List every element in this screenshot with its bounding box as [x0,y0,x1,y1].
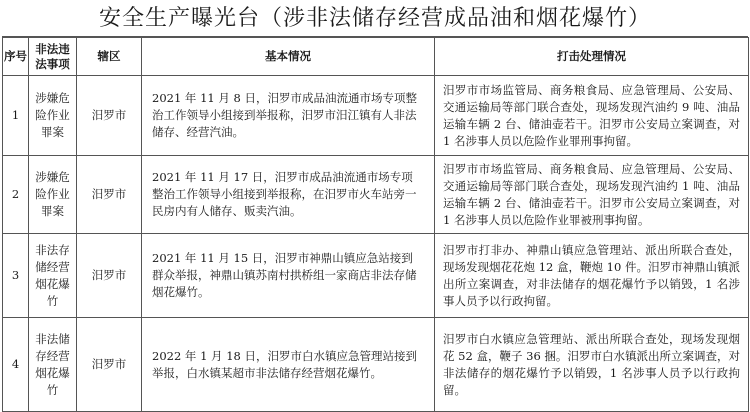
cell-region: 汨罗市 [77,318,142,412]
table-row [3,234,749,318]
cell-type: 非法存储经营烟花爆竹 [29,234,77,318]
cell-action: 汨罗市市场监管局、商务粮食局、应急管理局、公安局、交通运输局等部门联合查处，现场发现汽油约 9 吨、油品运输车辆 2 台、储油壶若干。汨罗市公安局立案调查，对 1 名涉事人员以危险作业罪刑事拘留。 [435,76,749,156]
cell-action: 汨罗市市场监管局、商务粮食局、应急管理局、公安局、交通运输局等部门联合查处，现场发现汽油约 1 吨、油品运输车辆 2 台、储油壶若干。汨罗市公安局立案调查，对 1 名涉事人员以危险作业罪被刑事拘留。 [435,156,749,234]
header-action: 打击处理情况 [435,38,749,76]
cell-region: 汨罗市 [77,156,142,234]
cases-table [2,37,749,412]
cell-action: 汨罗市白水镇应急管理站、派出所联合查处，现场发现烟花 52 盒，鞭子 36 捆。汨罗市白水镇派出所立案调查，对非法储存的烟花爆竹予以销毁，1 名涉事人员予以行政拘留。 [435,318,749,412]
cell-region: 汨罗市 [77,234,142,318]
cell-basic: 2022 年 1 月 18 日，汨罗市白水镇应急管理站接到举报，白水镇某超市非法储存经营烟花爆竹。 [142,318,435,412]
cell-basic: 2021 年 11 月 15 日，汨罗市神鼎山镇应急站接到群众举报，神鼎山镇苏南村拱桥组一家商店非法存储烟花爆竹。 [142,234,435,318]
cell-type: 涉嫌危险作业罪案 [29,76,77,156]
table-row [3,76,749,156]
page-title: 安全生产曝光台（涉非法储存经营成品油和烟花爆竹） [2,0,748,37]
cell-basic: 2021 年 11 月 17 日，汨罗市成品油流通市场专项整治工作领导小组接到举报称，在汨罗市火车站旁一民房内有人储存、贩卖汽油。 [142,156,435,234]
table-row [3,156,749,234]
cell-no: 2 [3,156,29,234]
cell-basic: 2021 年 11 月 8 日，汨罗市成品油流通市场专项整治工作领导小组接到举报称，汨罗市汨江镇有人非法储存、经营汽油。 [142,76,435,156]
cell-type: 非法储存经营烟花爆竹 [29,318,77,412]
header-region: 辖区 [77,38,142,76]
table-header-row [3,38,749,76]
cell-no: 4 [3,318,29,412]
cell-no: 1 [3,76,29,156]
table-row [3,318,749,412]
header-type: 非法违法事项 [29,38,77,76]
header-basic: 基本情况 [142,38,435,76]
cell-no: 3 [3,234,29,318]
cell-region: 汨罗市 [77,76,142,156]
header-no: 序号 [3,38,29,76]
cell-type: 涉嫌危险作业罪案 [29,156,77,234]
cell-action: 汨罗市打非办、神鼎山镇应急管理站、派出所联合查处，现场发现烟花花炮 12 盒，鞭炮 10 件。汨罗市神鼎山镇派出所立案调查，对非法储存的烟花爆竹予以销毁，1 名涉事人员予以行政拘留。 [435,234,749,318]
